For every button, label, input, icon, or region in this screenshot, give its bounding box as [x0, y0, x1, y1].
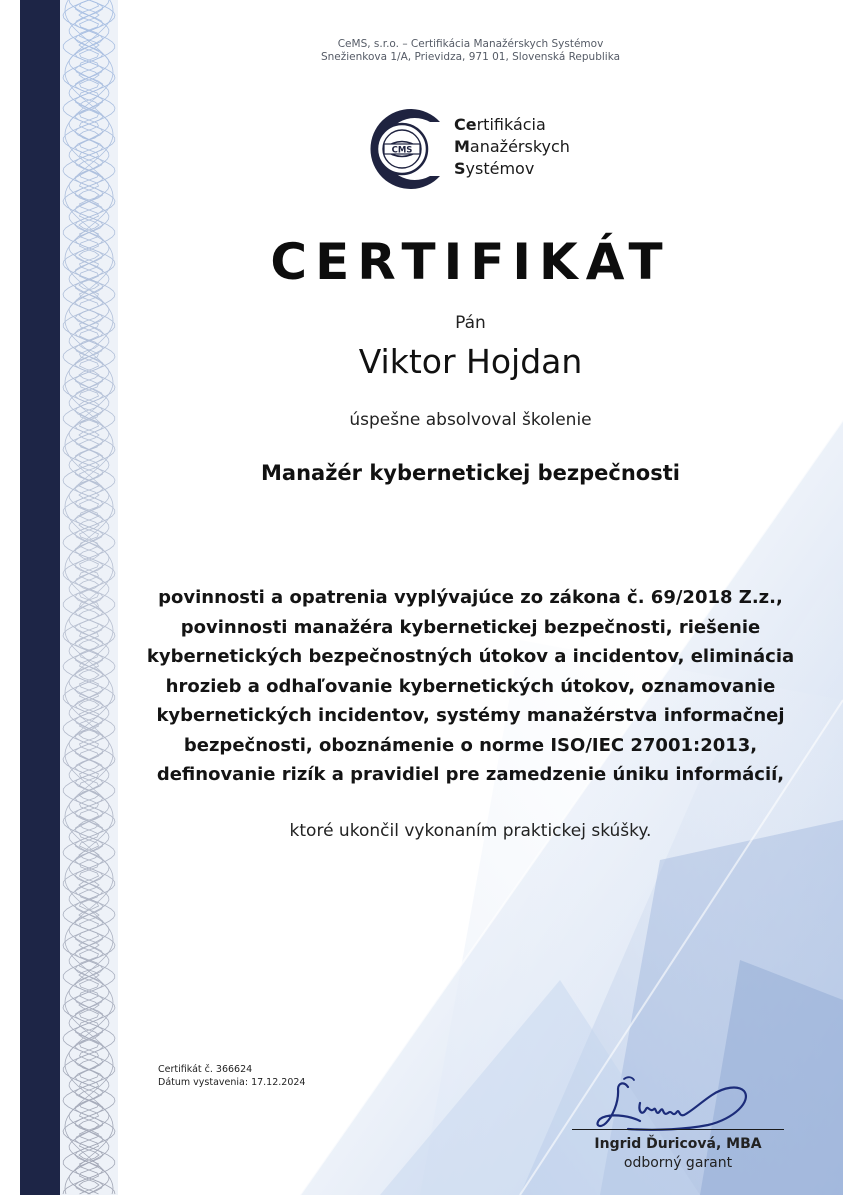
logo-word2-initial: M	[454, 137, 470, 156]
signer-name: Ingrid Ďuricová, MBA	[594, 1136, 762, 1152]
salutation: Pán	[455, 313, 486, 333]
guilloche-border	[60, 0, 118, 1195]
closing-statement: ktoré ukončil vykonaním praktickej skúšky.	[289, 821, 652, 841]
signature-image	[588, 1073, 758, 1137]
certificate-number: Certifikát č. 366624	[158, 1064, 253, 1075]
logo-word2-rest: anažérskych	[469, 137, 570, 156]
logo-wordmark	[454, 114, 570, 180]
logo-word1-rest: rtifikácia	[476, 115, 546, 134]
logo-word1-initial: Ce	[454, 115, 477, 134]
course-name: Manažér kybernetickej bezpečnosti	[261, 461, 680, 485]
completion-statement: úspešne absolvoval školenie	[349, 410, 592, 430]
course-topics: povinnosti a opatrenia vyplývajúce zo zákona č. 69/2018 Z.z., povinnosti manažéra kybernetickej bezpečnosti, riešenie kybernetických bezpečnostných útokov a incidentov, eliminácia hrozieb a odhaľovanie kybernetických útokov, oznamovanie kybernetických incidentov, systémy manažérstva informačnej bezpečnosti, oboznámenie o norme ISO/IEC 27001:2013, definovanie rizík a pravidiel pre zamedzenie úniku informácií,	[146, 587, 795, 785]
cems-logo-icon	[358, 106, 448, 192]
logo-word3-initial: S	[454, 159, 466, 178]
signer-role: odborný garant	[623, 1155, 733, 1171]
logo-emblem-text: CMS	[391, 145, 413, 156]
certificate-meta	[158, 1063, 305, 1089]
recipient-name: Viktor Hojdan	[358, 342, 583, 381]
certificate-title: CERTIFIKÁT	[270, 233, 671, 291]
issuer-header	[118, 38, 823, 64]
issue-date: Dátum vystavenia: 17.12.2024	[158, 1077, 306, 1088]
issuer-address: Snežienkova 1/A, Prievidza, 971 01, Slovenská Republika	[320, 51, 621, 63]
logo-word3-rest: ystémov	[465, 159, 535, 178]
issuer-name: CeMS, s.r.o. – Certifikácia Manažérskych Systémov	[337, 38, 604, 50]
signature-line	[572, 1129, 784, 1130]
left-border-band	[20, 0, 60, 1195]
